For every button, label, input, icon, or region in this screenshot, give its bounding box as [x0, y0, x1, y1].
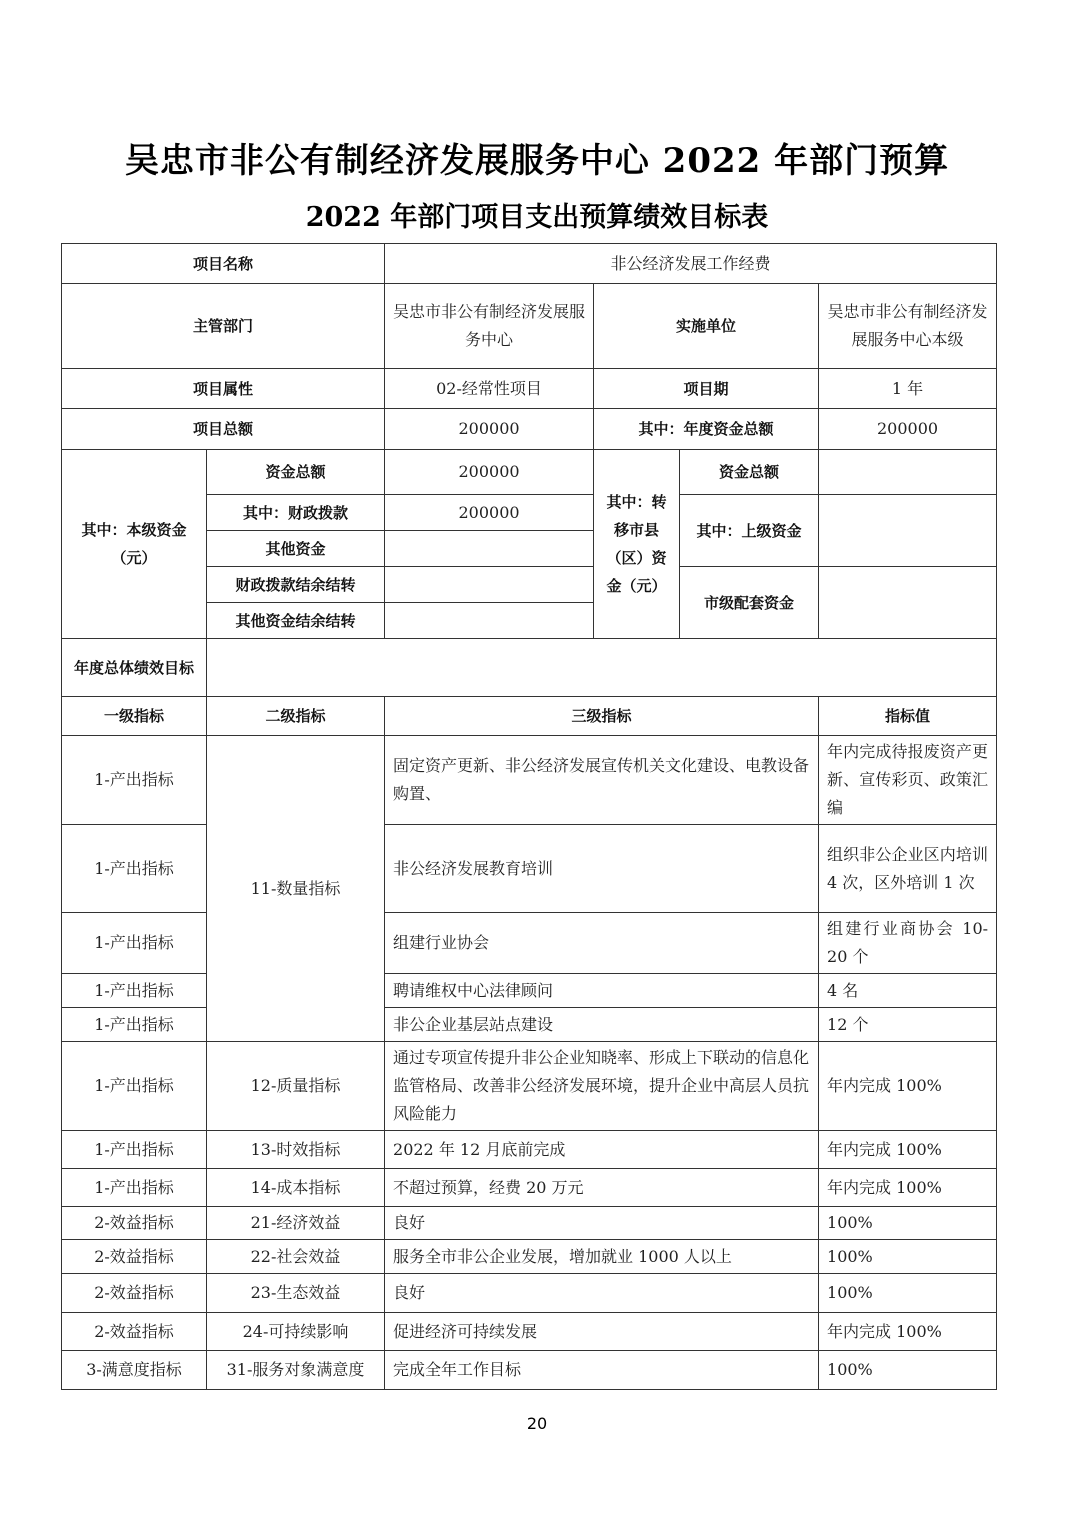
fiscal-carry-label: 财政拨款结余结转 — [207, 567, 385, 603]
indicator-value: 年内完成 100% — [819, 1042, 997, 1131]
indicator-level1: 2-效益指标 — [62, 1240, 207, 1274]
header-value: 指标值 — [819, 697, 997, 736]
transfer-funds-label: 其中：转移市县（区）资金（元） — [594, 450, 680, 639]
indicator-value: 12 个 — [819, 1008, 997, 1042]
transfer-total-value — [819, 450, 997, 495]
indicator-level2: 31-服务对象满意度 — [207, 1351, 385, 1390]
indicator-value: 年内完成 100% — [819, 1313, 997, 1351]
indicator-level3: 完成全年工作目标 — [385, 1351, 819, 1390]
fiscal-carry-value — [385, 567, 594, 603]
indicator-level1: 1-产出指标 — [62, 1131, 207, 1169]
indicator-level1: 1-产出指标 — [62, 1169, 207, 1207]
annual-goal-value — [207, 639, 997, 697]
other-funds-value — [385, 531, 594, 567]
indicator-value: 组建行业商协会 10-20 个 — [819, 913, 997, 974]
indicator-level1: 1-产出指标 — [62, 1008, 207, 1042]
indicator-level2: 12-质量指标 — [207, 1042, 385, 1131]
indicator-value: 100% — [819, 1240, 997, 1274]
dept-label: 主管部门 — [62, 284, 385, 369]
indicator-level1: 1-产出指标 — [62, 825, 207, 913]
other-funds-label: 其他资金 — [207, 531, 385, 567]
indicator-level1: 2-效益指标 — [62, 1274, 207, 1313]
matching-funds-label: 市级配套资金 — [680, 567, 819, 639]
local-funds-label: 其中：本级资金（元） — [62, 450, 207, 639]
indicator-level3: 非公经济发展教育培训 — [385, 825, 819, 913]
total-label: 项目总额 — [62, 409, 385, 450]
indicator-level2: 22-社会效益 — [207, 1240, 385, 1274]
indicator-value: 组织非公企业区内培训 4 次，区外培训 1 次 — [819, 825, 997, 913]
fiscal-label: 其中：财政拨款 — [207, 495, 385, 531]
header-level3: 三级指标 — [385, 697, 819, 736]
indicator-level1: 2-效益指标 — [62, 1207, 207, 1240]
indicator-level2: 11-数量指标 — [207, 736, 385, 1042]
dept-value: 吴忠市非公有制经济发展服务中心 — [385, 284, 594, 369]
table-title: 2022 年部门项目支出预算绩效目标表 — [305, 202, 769, 233]
indicator-level2: 14-成本指标 — [207, 1169, 385, 1207]
period-label: 项目期 — [594, 369, 819, 409]
indicator-level1: 3-满意度指标 — [62, 1351, 207, 1390]
document-title: 吴忠市非公有制经济发展服务中心 2022 年部门预算 — [124, 141, 950, 181]
upper-funds-label: 其中：上级资金 — [680, 495, 819, 567]
fiscal-value: 200000 — [385, 495, 594, 531]
annual-value: 200000 — [819, 409, 997, 450]
indicator-level3: 非公企业基层站点建设 — [385, 1008, 819, 1042]
indicator-value: 100% — [819, 1207, 997, 1240]
indicator-value: 100% — [819, 1351, 997, 1390]
other-carry-value — [385, 603, 594, 639]
indicator-level3: 良好 — [385, 1207, 819, 1240]
total-value: 200000 — [385, 409, 594, 450]
funds-total-value: 200000 — [385, 450, 594, 495]
attr-value: 02-经常性项目 — [385, 369, 594, 409]
indicator-level3: 促进经济可持续发展 — [385, 1313, 819, 1351]
indicator-value: 年内完成 100% — [819, 1169, 997, 1207]
indicator-level2: 23-生态效益 — [207, 1274, 385, 1313]
header-level2: 二级指标 — [207, 697, 385, 736]
matching-funds-value — [819, 567, 997, 639]
indicator-level1: 1-产出指标 — [62, 1042, 207, 1131]
period-value: 1 年 — [819, 369, 997, 409]
impl-value: 吴忠市非公有制经济发展服务中心本级 — [819, 284, 997, 369]
indicator-level3: 组建行业协会 — [385, 913, 819, 974]
indicator-level1: 1-产出指标 — [62, 974, 207, 1008]
indicator-value: 年内完成待报废资产更新、宣传彩页、政策汇编 — [819, 736, 997, 825]
attr-label: 项目属性 — [62, 369, 385, 409]
indicator-level3: 通过专项宣传提升非公企业知晓率、形成上下联动的信息化监管格局、改善非公经济发展环境，提升企业中高层人员抗风险能力 — [385, 1042, 819, 1131]
indicator-level1: 1-产出指标 — [62, 913, 207, 974]
indicator-value: 4 名 — [819, 974, 997, 1008]
page-number: 20 — [526, 1414, 548, 1433]
project-name-label: 项目名称 — [62, 244, 385, 284]
annual-goal-label: 年度总体绩效目标 — [62, 639, 207, 697]
indicator-level3: 2022 年 12 月底前完成 — [385, 1131, 819, 1169]
indicator-level1: 1-产出指标 — [62, 736, 207, 825]
impl-label: 实施单位 — [594, 284, 819, 369]
project-name-value: 非公经济发展工作经费 — [385, 244, 997, 284]
indicator-level3: 不超过预算，经费 20 万元 — [385, 1169, 819, 1207]
indicator-level3: 良好 — [385, 1274, 819, 1313]
indicator-level2: 24-可持续影响 — [207, 1313, 385, 1351]
indicator-level2: 21-经济效益 — [207, 1207, 385, 1240]
annual-label: 其中：年度资金总额 — [594, 409, 819, 450]
indicator-level3: 服务全市非公企业发展，增加就业 1000 人以上 — [385, 1240, 819, 1274]
indicator-level3: 固定资产更新、非公经济发展宣传机关文化建设、电教设备购置、 — [385, 736, 819, 825]
transfer-total-label: 资金总额 — [680, 450, 819, 495]
indicator-level3: 聘请维权中心法律顾问 — [385, 974, 819, 1008]
indicator-level1: 2-效益指标 — [62, 1313, 207, 1351]
other-carry-label: 其他资金结余结转 — [207, 603, 385, 639]
funds-total-label: 资金总额 — [207, 450, 385, 495]
performance-target-table — [61, 243, 997, 1390]
indicator-level2: 13-时效指标 — [207, 1131, 385, 1169]
upper-funds-value — [819, 495, 997, 567]
header-level1: 一级指标 — [62, 697, 207, 736]
indicator-value: 年内完成 100% — [819, 1131, 997, 1169]
indicator-value: 100% — [819, 1274, 997, 1313]
